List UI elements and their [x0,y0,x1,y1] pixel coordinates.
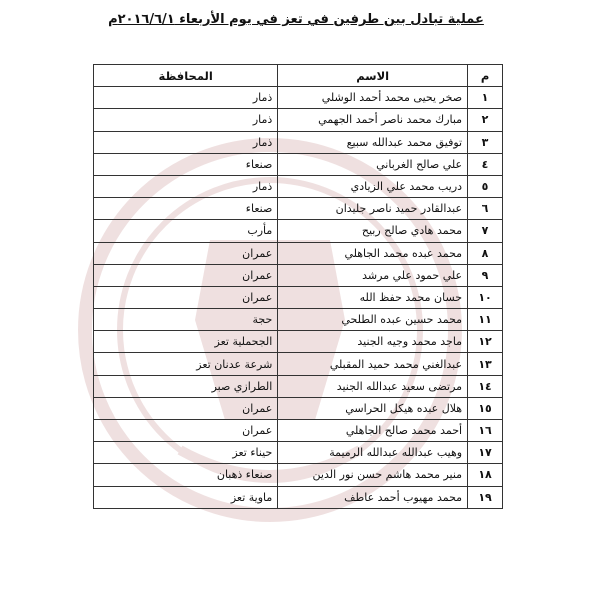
row-governorate: صنعاء ذهبان [94,464,278,486]
row-number: ١٤ [468,375,503,397]
table-row [94,264,503,286]
row-number: ١١ [468,309,503,331]
row-name: عبدالغني محمد حميد المقبلي [278,353,468,375]
row-name: محمد عبده محمد الجاهلي [278,242,468,264]
header-number: م [468,65,503,87]
row-number: ٢ [468,109,503,131]
row-name: مرتضى سعيد عبدالله الجنيد [278,375,468,397]
table-row [94,464,503,486]
table-row [94,397,503,419]
row-number: ١٣ [468,353,503,375]
row-number: ٥ [468,175,503,197]
row-name: حسان محمد حفظ الله [278,286,468,308]
table-row [94,153,503,175]
row-governorate: عمران [94,286,278,308]
row-name: علي صالح الغرباني [278,153,468,175]
header-governorate: المحافظة [94,65,278,87]
row-governorate: عمران [94,264,278,286]
row-number: ١٨ [468,464,503,486]
table-row [94,309,503,331]
table-header-row [94,65,503,87]
row-name: عبدالقادر حميد ناصر جليدان [278,198,468,220]
row-number: ١٥ [468,397,503,419]
table-row [94,242,503,264]
row-number: ٣ [468,131,503,153]
row-number: ٦ [468,198,503,220]
row-governorate: شرعة عدنان تعز [94,353,278,375]
row-number: ١٦ [468,420,503,442]
table-row [94,375,503,397]
table-row [94,220,503,242]
row-number: ١٢ [468,331,503,353]
row-name: توفيق محمد عبدالله سبيع [278,131,468,153]
row-governorate: عمران [94,242,278,264]
row-governorate: الجحملية تعز [94,331,278,353]
row-governorate: مأرب [94,220,278,242]
row-name: أحمد محمد صالح الجاهلي [278,420,468,442]
row-governorate: الطرازي صبر [94,375,278,397]
table-row [94,131,503,153]
table-row [94,331,503,353]
row-governorate: حجة [94,309,278,331]
row-name: صخر يحيى محمد أحمد الوشلي [278,87,468,109]
prisoner-exchange-table [93,64,503,509]
row-number: ٩ [468,264,503,286]
header-name: الاسم [278,65,468,87]
row-name: مبارك محمد ناصر أحمد الجهمي [278,109,468,131]
row-name: محمد حسين عبده الطلحي [278,309,468,331]
row-governorate: ذمار [94,175,278,197]
row-governorate: عمران [94,397,278,419]
row-name: محمد مهيوب أحمد عاطف [278,486,468,508]
table-row [94,442,503,464]
row-governorate: صنعاء [94,198,278,220]
row-number: ٧ [468,220,503,242]
table-row [94,486,503,508]
row-number: ١٩ [468,486,503,508]
row-number: ١ [468,87,503,109]
row-name: هلال عبده هيكل الحراسي [278,397,468,419]
row-governorate: ذمار [94,131,278,153]
row-name: علي حمود علي مرشد [278,264,468,286]
table-row [94,87,503,109]
row-name: دريب محمد علي الزيادي [278,175,468,197]
table-row [94,420,503,442]
row-governorate: صنعاء [94,153,278,175]
row-number: ٤ [468,153,503,175]
row-name: ماجد محمد وجيه الجنيد [278,331,468,353]
table-row [94,286,503,308]
row-governorate: ذمار [94,87,278,109]
table-row [94,353,503,375]
table-row [94,175,503,197]
row-number: ٨ [468,242,503,264]
table-body [94,87,503,509]
row-number: ١٧ [468,442,503,464]
row-number: ١٠ [468,286,503,308]
row-governorate: حيناء تعز [94,442,278,464]
table-row [94,109,503,131]
row-governorate: ذمار [94,109,278,131]
row-governorate: ماوية تعز [94,486,278,508]
row-governorate: عمران [94,420,278,442]
table-row [94,198,503,220]
page-title: عملية تبادل بين طرفين في تعز في يوم الأربعاء ٢٠١٦/٦/١م [108,12,484,27]
row-name: وهيب عبدالله عبدالله الرميمة [278,442,468,464]
row-name: منير محمد هاشم حسن نور الدين [278,464,468,486]
row-name: محمد هادي صالح ربيح [278,220,468,242]
